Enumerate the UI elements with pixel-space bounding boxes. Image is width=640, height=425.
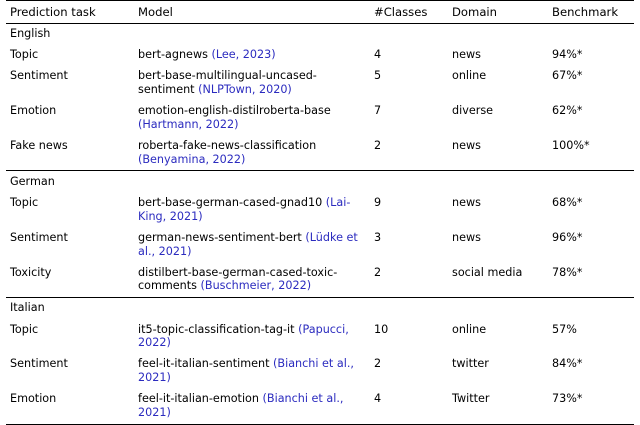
group-header-row <box>6 297 634 319</box>
citation-link[interactable]: (Lüdke et al., 2021) <box>138 230 358 258</box>
cell-classes: 5 <box>374 69 382 83</box>
cell-benchmark: 94%* <box>552 48 583 62</box>
group-header-row <box>6 171 634 193</box>
table-row <box>6 66 634 101</box>
cell-classes: 7 <box>374 104 382 118</box>
model-name: bert-base-german-cased-gnad10 <box>138 196 326 210</box>
model-name: feel-it-italian-sentiment <box>138 357 274 371</box>
cell-benchmark: 84%* <box>552 357 583 371</box>
cell-task: Fake news <box>10 139 68 153</box>
citation-link[interactable]: (Papucci, 2022) <box>138 322 349 350</box>
cell-classes: 4 <box>374 48 382 62</box>
cell-model <box>134 101 370 136</box>
column-header-prediction-task: Prediction task <box>6 1 134 24</box>
citation-link[interactable]: (Lai-King, 2021) <box>138 196 351 223</box>
cell-task: Sentiment <box>10 357 68 371</box>
cell-domain: news <box>452 196 481 210</box>
model-name: german-news-sentiment-bert <box>138 230 306 244</box>
table-row <box>6 262 634 297</box>
cell-classes: 3 <box>374 230 382 244</box>
citation-link[interactable]: (Buschmeier, 2022) <box>200 279 312 293</box>
cell-classes: 2 <box>374 265 382 279</box>
cell-model <box>134 319 370 354</box>
model-name: it5-topic-classification-tag-it <box>138 322 299 336</box>
cell-benchmark: 78%* <box>552 265 583 279</box>
cell-benchmark: 68%* <box>552 196 583 210</box>
cell-classes: 9 <box>374 196 382 210</box>
cell-benchmark: 62%* <box>552 104 583 118</box>
table-row <box>6 101 634 136</box>
column-header-classes: #Classes <box>370 1 448 24</box>
cell-benchmark: 100%* <box>552 139 590 153</box>
cell-task: Emotion <box>10 104 57 118</box>
table-body <box>6 23 634 424</box>
citation-link[interactable]: (Benyamina, 2022) <box>138 152 246 166</box>
model-name: feel-it-italian-emotion <box>138 392 263 406</box>
model-name: emotion-english-distilroberta-base <box>138 104 331 118</box>
cell-benchmark: 57% <box>552 322 577 336</box>
citation-link[interactable]: (Lee, 2023) <box>211 48 276 62</box>
table-row <box>6 45 634 66</box>
cell-classes: 2 <box>374 139 382 153</box>
models-table <box>6 0 634 425</box>
citation-link[interactable]: (Bianchi et al., 2021) <box>138 392 344 419</box>
citation-link[interactable]: (NLPTown, 2020) <box>198 83 292 97</box>
cell-model <box>134 262 370 297</box>
cell-classes: 4 <box>370 389 448 424</box>
cell-model <box>134 354 370 389</box>
cell-domain: news <box>452 48 481 62</box>
table-row <box>6 136 634 171</box>
model-name: bert-agnews <box>138 48 212 62</box>
cell-task: Emotion <box>6 389 134 424</box>
cell-task: Topic <box>10 48 39 62</box>
cell-domain: social media <box>452 265 523 279</box>
cell-model <box>134 227 370 262</box>
cell-task: Sentiment <box>10 230 68 244</box>
cell-benchmark: 73%* <box>548 389 634 424</box>
table-row <box>6 227 634 262</box>
table-row <box>6 389 634 424</box>
table-header-row <box>6 1 634 24</box>
cell-domain: online <box>452 69 487 83</box>
cell-model <box>134 45 370 66</box>
group-label-german: German <box>6 171 634 193</box>
group-label-english: English <box>10 27 51 41</box>
cell-benchmark: 96%* <box>552 230 583 244</box>
table-row <box>6 354 634 389</box>
column-header-model: Model <box>134 1 370 24</box>
cell-domain: news <box>452 230 481 244</box>
group-header-row <box>6 23 634 45</box>
cell-task: Sentiment <box>10 69 68 83</box>
cell-task: Topic <box>10 196 39 210</box>
cell-model <box>134 193 370 228</box>
cell-task: Topic <box>10 322 39 336</box>
table-head <box>6 1 634 24</box>
cell-classes: 2 <box>374 357 382 371</box>
model-name: roberta-fake-news-classification <box>138 139 317 153</box>
column-header-domain: Domain <box>448 1 548 24</box>
cell-domain: diverse <box>452 104 494 118</box>
cell-model <box>134 136 370 171</box>
cell-model <box>134 66 370 101</box>
cell-domain: news <box>452 139 481 153</box>
table-row <box>6 319 634 354</box>
cell-model <box>134 389 370 424</box>
group-label-italian: Italian <box>6 297 634 319</box>
cell-benchmark: 67%* <box>552 69 583 83</box>
cell-domain: twitter <box>452 357 489 371</box>
model-name: bert-base-multilingual-uncased-sentiment <box>138 69 317 97</box>
column-header-benchmark: Benchmark <box>548 1 634 24</box>
cell-classes: 10 <box>374 322 389 336</box>
citation-link[interactable]: (Hartmann, 2022) <box>138 117 239 131</box>
citation-link[interactable]: (Bianchi et al., 2021) <box>138 357 354 385</box>
model-name: distilbert-base-german-cased-toxic-comments <box>138 265 338 293</box>
cell-domain: online <box>452 322 487 336</box>
cell-task: Toxicity <box>10 265 52 279</box>
cell-domain: Twitter <box>448 389 548 424</box>
table-row <box>6 193 634 228</box>
